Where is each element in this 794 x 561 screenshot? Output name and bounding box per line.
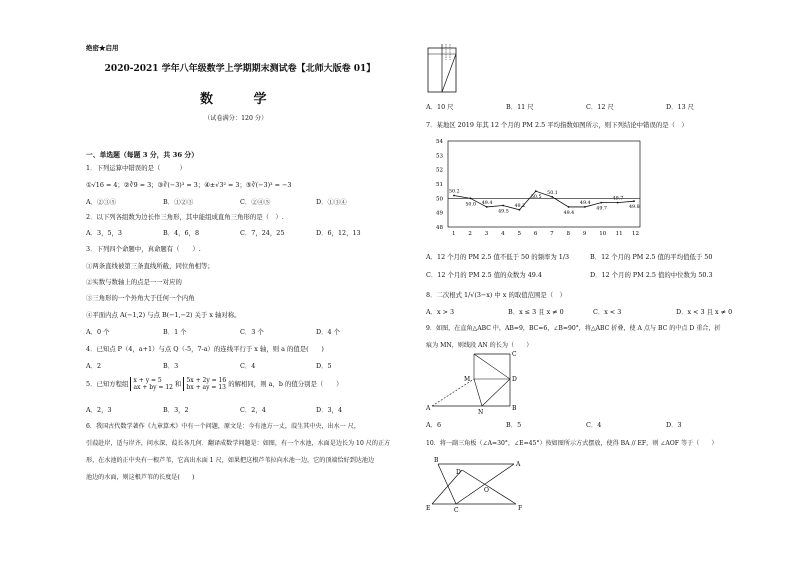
- data-point: [568, 206, 570, 208]
- pm25-line-chart: [426, 135, 656, 245]
- data-label: 49.4: [563, 210, 575, 216]
- q5-option-c: C．2，4: [240, 406, 266, 414]
- data-point: [519, 209, 521, 211]
- data-label: 49.7: [612, 196, 624, 202]
- secret-mark: 绝密★启用: [86, 44, 119, 52]
- y-tick-label: 52: [436, 167, 443, 174]
- q7-option-c: C．12 个月的 PM 2.5 值的众数为 49.4: [426, 271, 542, 279]
- q5-sys1-eq1: x + y = 5: [133, 377, 162, 384]
- q6-option-a: A．10 尺: [426, 103, 454, 111]
- q6-option-d: D．13 尺: [666, 103, 695, 111]
- q7-option-a: A．12 个月的 PM 2.5 值不低于 50 的频率为 1/3: [426, 253, 570, 261]
- q8-stem: 8．二次根式 1/√(3−x) 中 x 的取值范围是（ ）: [426, 291, 566, 299]
- q1-items: ①√16 = 4；②∛9 = 3；③∛(−3)³ = 3；④±√3² = 3；⑤∛(−3)³ = −3: [86, 181, 292, 189]
- y-tick-label: 51: [436, 182, 443, 188]
- data-label: 50.0: [465, 202, 477, 208]
- y-tick-label: 50: [436, 196, 443, 203]
- data-point: [633, 200, 635, 202]
- q6-option-b: B．11 尺: [506, 103, 534, 111]
- q3-line-1: ①两条直线被第三条直线所截，同位角相等；: [86, 262, 214, 270]
- q9-label-d: D: [512, 376, 517, 383]
- q2-option-b: B．4，6，8: [163, 229, 200, 237]
- q4-option-d: D．5: [316, 362, 332, 370]
- data-label: 50.5: [530, 195, 542, 201]
- q6-pool-figure: [426, 40, 460, 96]
- q1-option-a: A．②③⑤: [86, 198, 117, 206]
- full-score: （试卷满分：120 分）: [204, 115, 268, 122]
- q6-option-c: C．12 尺: [586, 103, 614, 111]
- x-tick-label: 9: [582, 231, 587, 237]
- q2-option-d: D．6，12，13: [316, 229, 361, 237]
- q10-label-d: D: [456, 469, 461, 476]
- q4-option-b: B．3: [163, 362, 179, 370]
- q9-option-a: A．6: [426, 421, 442, 429]
- y-tick-label: 48: [436, 225, 443, 231]
- q10-label-c: C: [454, 507, 459, 514]
- q10-label-b: B: [434, 457, 439, 464]
- q5-system-1: [130, 377, 173, 391]
- exam-title: 2020-2021 学年八年级数学上学期期末测试卷【北师大版卷 01】: [104, 64, 376, 74]
- data-point: [535, 190, 537, 192]
- q10-label-o: O: [484, 487, 489, 494]
- q8-option-c: C．x < 3: [593, 308, 622, 316]
- q1-option-b: B．①②③: [163, 198, 194, 206]
- x-tick-label: 3: [484, 231, 489, 237]
- data-label: 49.4: [481, 200, 493, 206]
- q3-stem: 3．下列四个命题中，真命题有（ ）.: [86, 245, 201, 253]
- q3-line-4: ④平面内点 A(−1,2) 与点 B(−1,−2) 关于 x 轴对称。: [86, 311, 241, 319]
- q4-stem: 4．已知点 P（4，a+1）与点 Q（-5，7-a）的连线平行于 x 轴，则 a 的值是( ): [86, 345, 324, 353]
- y-tick-label: 53: [436, 153, 443, 160]
- data-point: [617, 202, 619, 204]
- x-tick-label: 7: [550, 231, 554, 237]
- x-tick-label: 1: [452, 231, 456, 237]
- x-tick-label: 11: [615, 231, 623, 237]
- q9-option-b: B．5: [506, 421, 522, 429]
- q10-stem: 10．将一副三角板（∠A=30°，∠E=45°）按如图所示方式摆放，使得 BA // EF，则 ∠AOF 等于（ ）: [426, 440, 718, 447]
- x-tick-label: 10: [599, 231, 607, 237]
- q4-option-c: C．4: [240, 362, 256, 370]
- q3-line-3: ③三角形的一个外角大于任何一个内角: [86, 294, 195, 302]
- q7-stem: 7．某地区 2019 年其 12 个月的 PM 2.5 平均指数如图所示，则下列结论中错误的是（ ）: [426, 121, 688, 129]
- q5-sys2-eq2: bx + ay = 13: [186, 384, 226, 392]
- q2-option-c: C．7，24，25: [240, 229, 285, 237]
- y-tick-label: 54: [436, 139, 443, 145]
- q3-option-d: D．4 个: [316, 328, 341, 336]
- q9-option-d: D．3: [666, 421, 682, 429]
- plot-frame: [448, 141, 640, 227]
- data-point: [486, 206, 488, 208]
- x-tick-label: 6: [533, 231, 538, 237]
- q5-option-a: A．2，3: [86, 406, 112, 414]
- q9-label-m: M: [464, 376, 471, 383]
- q8-option-a: A．x > 3: [426, 308, 455, 316]
- x-tick-label: 2: [468, 231, 472, 237]
- data-point: [502, 205, 504, 207]
- q3-line-2: ②实数与数轴上的点是一一对应的: [86, 278, 182, 286]
- q5-option-d: D．3，4: [316, 406, 343, 414]
- data-label: 49.7: [596, 206, 607, 212]
- data-point: [551, 196, 553, 198]
- q5-prefix: 5．已知方程组: [86, 380, 129, 389]
- q9-line-1: 9．如图，在直角△ABC 中，AB=9，BC=6，∠B=90°，将△ABC 折叠，使 A 点与 BC 的中点 D 重合，折: [426, 325, 721, 332]
- data-point: [453, 195, 455, 197]
- data-label: 49.4: [579, 200, 591, 206]
- section-heading: 一、单选题（每题 3 分，共 36 分）: [86, 151, 199, 159]
- q6-line-1: 6．我国古代数学著作《九章算术》中有一个问题，原文是：今有池方一丈，葭生其中央，出水一 尺，: [86, 423, 360, 430]
- q6-line-2: 引葭赴岸，适与岸齐，问水深、葭长各几何．翻译成数学问题是：如图，有一个水池，水面是边长为 10 尺的正方: [86, 440, 391, 447]
- subject-title: 数 学: [200, 92, 285, 107]
- q5-mid: 和: [175, 380, 182, 389]
- q8-option-d: D．x < 3 且 x ≠ 0: [676, 308, 733, 316]
- q5-sys2-eq1: 5x + 2y = 16: [186, 377, 227, 384]
- q5-stem: [86, 377, 342, 391]
- q5-suffix: 的解相同，则 a，b 的值分别是（ ）: [228, 380, 343, 389]
- x-tick-label: 12: [632, 231, 639, 237]
- q3-option-c: C．3 个: [240, 328, 264, 336]
- data-label: 49.8: [629, 205, 640, 211]
- q10-triangles-figure: [426, 452, 536, 514]
- data-point: [469, 197, 471, 199]
- y-tick-label: 49: [436, 210, 443, 217]
- q1-stem: 1．下列运算中错误的是（ ）: [86, 164, 186, 172]
- data-label: 49.5: [498, 209, 509, 215]
- q3-option-b: B．1 个: [163, 328, 187, 336]
- q9-triangle-figure: [426, 346, 526, 416]
- q10-label-e: E: [426, 505, 431, 512]
- q6-line-4: 池边的水面，则这根芦苇的长度是( ): [86, 474, 195, 481]
- x-tick-label: 5: [517, 231, 521, 237]
- q1-option-d: D．①③④: [316, 198, 347, 206]
- q9-label-c: C: [512, 351, 517, 358]
- q9-label-a: A: [426, 405, 431, 412]
- q10-label-a: A: [516, 461, 521, 468]
- q3-option-a: A．0 个: [86, 328, 110, 336]
- q9-label-n: N: [478, 409, 484, 416]
- q2-stem: 2．以下列各组数为边长作三角形，其中能组成直角三角形的是（ ）.: [86, 213, 284, 221]
- q9-label-b: B: [512, 405, 517, 412]
- q8-option-b: B．x ≤ 3 且 x ≠ 0: [508, 308, 564, 316]
- x-tick-label: 4: [501, 231, 505, 237]
- q5-option-b: B．3，2: [163, 406, 189, 414]
- data-label: 50.2: [449, 189, 460, 195]
- data-point: [584, 206, 586, 208]
- data-point: [600, 202, 602, 204]
- q7-option-d: D．12 个月的 PM 2.5 值的中位数为 50.3: [590, 271, 713, 279]
- q5-system-2: [183, 377, 226, 391]
- q1-option-c: C．②④⑤: [240, 198, 271, 206]
- data-label: 49.2: [514, 203, 526, 209]
- q10-label-f: F: [518, 505, 523, 512]
- q5-sys1-eq2: ax + by = 12: [133, 384, 173, 392]
- q4-option-a: A．2: [86, 362, 102, 370]
- q2-option-a: A．3，5，3: [86, 229, 122, 237]
- q9-option-c: C．4: [586, 421, 602, 429]
- x-tick-label: 8: [566, 231, 571, 237]
- q6-line-3: 形，在水池的正中央有一根芦苇，它高出水面 1 尺，如果把这根芦苇拉向水池一边，它的顶端恰好到达池边: [86, 457, 375, 464]
- q9-line-2: 痕为 MN，则线段 AN 的长为（ ）: [426, 342, 533, 349]
- q7-option-b: B．12 个月的 PM 2.5 值的平均值低于 50: [590, 253, 713, 261]
- data-label: 50.1: [547, 190, 558, 196]
